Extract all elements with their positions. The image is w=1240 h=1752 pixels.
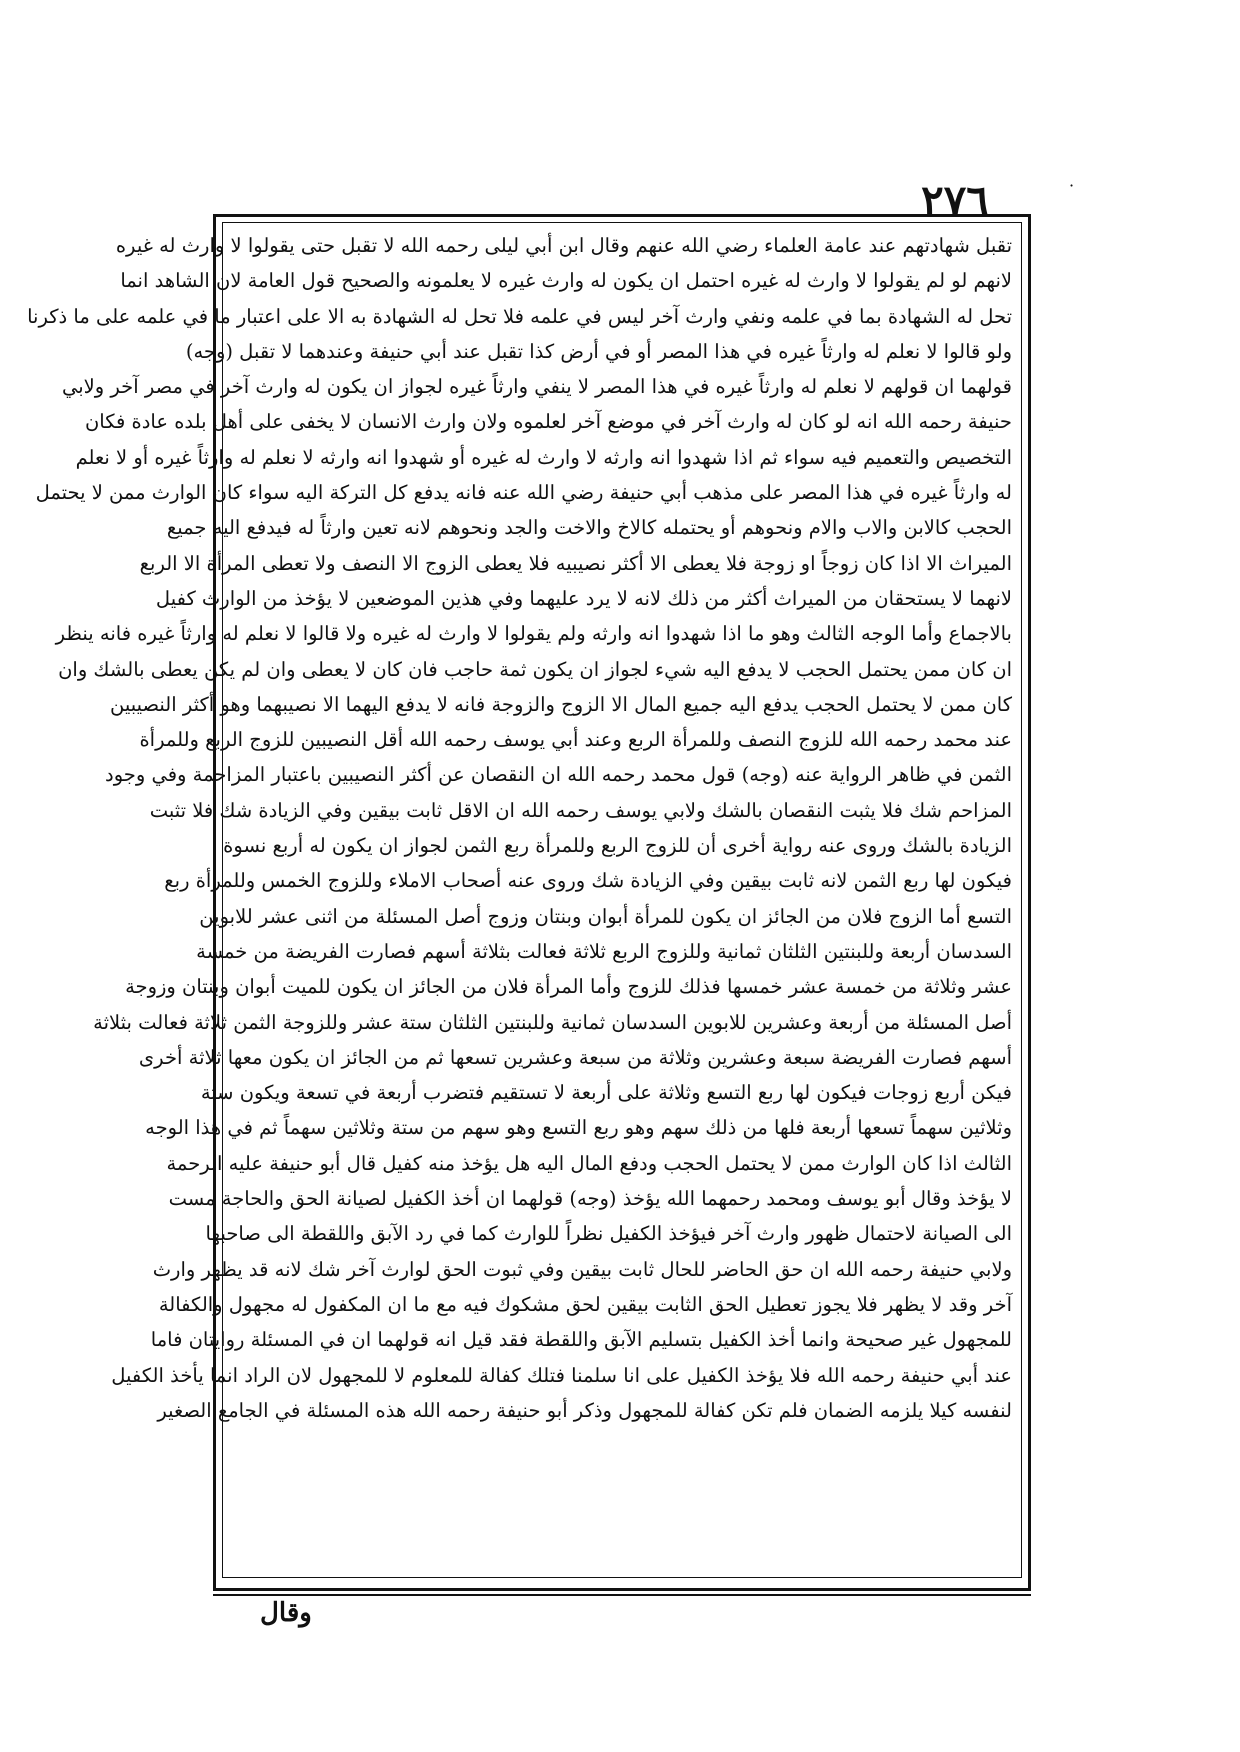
text-line: عند محمد رحمه الله للزوج النصف وللمرأة الربع وعند أبي يوسف رحمه الله أقل النصيبين للزوج الربع وللمرأة bbox=[139, 728, 1012, 752]
text-line: الثمن في ظاهر الرواية عنه (وجه) قول محمد رحمه الله ان النقصان عن أكثر النصيبين باعتبار المزاحمة وفي وجود bbox=[105, 763, 1012, 787]
text-line: آخر وقد لا يظهر فلا يجوز تعطيل الحق الثابت بيقين لحق مشكوك فيه مع ما ان المكفول له مجهول والكفالة bbox=[158, 1292, 1012, 1316]
text-line: الثالث اذا كان الوارث ممن لا يحتمل الحجب ودفع المال اليه هل يؤخذ منه كفيل قال أبو حنيفة عليه الرحمة bbox=[166, 1151, 1012, 1175]
text-line: للمجهول غير صحيحة وانما أخذ الكفيل بتسليم الآبق واللقطة فقد قيل انه قولهما ان في المسئلة روايتان فاما bbox=[150, 1328, 1012, 1352]
text-line: لانهم لو لم يقولوا لا وارث له غيره احتمل ان يكون له وارث غيره لا يعلمونه والصحيح قول العامة لان الشاهد انما bbox=[120, 269, 1012, 293]
text-line: التخصيص والتعميم فيه سواء ثم اذا شهدوا انه وارثه لا وارث له غيره أو شهدوا انه وارثه لا نعلم له وارثاً غيره أو لا نعلم bbox=[75, 445, 1012, 469]
text-line: فيكون لها ربع الثمن لانه ثابت بيقين وفي الزيادة شك وروى عنه أصحاب الاملاء وللزوج الخمس وللمرأة ربع bbox=[164, 869, 1012, 893]
page-number: ٢٧٦ bbox=[921, 176, 989, 225]
text-line: أصل المسئلة من أربعة وعشرين للابوين السدسان ثمانية وللبنتين الثلثان ستة عشر وللزوجة الثمن ثلاثة فعالت بثلاثة bbox=[93, 1010, 1012, 1034]
text-line: عند أبي حنيفة رحمه الله فلا يؤخذ الكفيل على انا سلمنا فتلك كفالة للمعلوم لا للمجهول لان الراد انما يأخذ الكفيل bbox=[111, 1363, 1012, 1387]
text-line: تحل له الشهادة بما في علمه ونفي وارث آخر ليس في علمه فلا تحل له الشهادة به الا على اعتبار ما في علمه على ما ذكرنا bbox=[27, 304, 1012, 328]
text-line: ولابي حنيفة رحمه الله ان حق الحاضر للحال ثابت بيقين وفي ثبوت الحق لوارث آخر شك لانه قد يظهر وارث bbox=[152, 1257, 1012, 1281]
text-line: لنفسه كيلا يلزمه الضمان فلم تكن كفالة للمجهول وذكر أبو حنيفة رحمه الله هذه المسئلة في الجامع الصغير bbox=[157, 1398, 1012, 1422]
bottom-rule bbox=[213, 1594, 1031, 1596]
text-line: الزيادة بالشك وروى عنه رواية أخرى أن للزوج الربع وللمرأة ربع الثمن لجواز ان يكون له أربع نسوة bbox=[223, 834, 1012, 858]
text-line: ان كان ممن يحتمل الحجب لا يدفع اليه شيء لجواز ان يكون ثمة حاجب فان كان لا يعطى وان لم يكن يعطى بالشك وان bbox=[58, 657, 1012, 681]
corner-mark: · bbox=[1069, 176, 1075, 195]
text-line: عشر وثلاثة من خمسة عشر خمسها فذلك للزوج وأما المرأة فلان من الجائز ان يكون للميت أبوان وبنتان وزوجة bbox=[125, 975, 1012, 999]
text-line: الميراث الا اذا كان زوجاً او زوجة فلا يعطى الا أكثر نصيبيه فلا يعطى الزوج الا النصف ولا تعطى المرأة الا الربع bbox=[139, 551, 1012, 575]
catchword: وقال bbox=[260, 1598, 312, 1628]
text-line: كان ممن لا يحتمل الحجب يدفع اليه جميع المال الا الزوج والزوجة فانه لا يدفع اليهما الا نصيبهما وهو أكثر النصيبين bbox=[109, 692, 1012, 716]
text-line: لانهما لا يستحقان من الميراث أكثر من ذلك لانه لا يرد عليهما وفي هذين الموضعين لا يؤخذ من الوارث كفيل bbox=[155, 586, 1012, 610]
text-line: وثلاثين سهماً تسعها أربعة فلها من ذلك سهم وهو ربع التسع وهو سهم من ستة وثلاثين سهماً ثم في هذا الوجه bbox=[145, 1116, 1012, 1140]
text-line: له وارثاً غيره في هذا المصر على مذهب أبي حنيفة رضي الله عنه فانه يدفع كل التركة اليه سواء كان الوارث ممن لا يحتمل bbox=[35, 481, 1012, 505]
text-body bbox=[27, 228, 1012, 1572]
text-line: أسهم فصارت الفريضة سبعة وعشرين وثلاثة من سبعة وعشرين تسعها ثم من الجائز ان يكون معها ثلاثة أخرى bbox=[138, 1045, 1012, 1069]
text-line: قولهما ان قولهم لا نعلم له وارثاً غيره في هذا المصر لا ينفي وارثاً غيره لجواز ان يكون له وارث آخر في مصر آخر ولابي bbox=[62, 375, 1012, 399]
text-line: ولو قالوا لا نعلم له وارثاً غيره في هذا المصر أو في أرض كذا تقبل عند أبي حنيفة وعندهما لا تقبل (وجه) bbox=[185, 339, 1012, 363]
text-line: فيكن أربع زوجات فيكون لها ربع التسع وثلاثة على أربعة لا تستقيم فتضرب أربعة في تسعة ويكون ستة bbox=[200, 1081, 1012, 1105]
text-line: الى الصيانة لاحتمال ظهور وارث آخر فيؤخذ الكفيل نظراً للوارث كما في رد الآبق واللقطة الى صاحبها bbox=[205, 1222, 1012, 1246]
text-line: تقبل شهادتهم عند عامة العلماء رضي الله عنهم وقال ابن أبي ليلى رحمه الله لا تقبل حتى يقولوا لا وارث له غيره bbox=[115, 234, 1012, 257]
text-line: الحجب كالابن والاب والام ونحوهم أو يحتمله كالاخ والاخت والجد ونحوهم لانه تعين وارثاً له فيدفع اليه جميع bbox=[166, 516, 1012, 540]
text-line: لا يؤخذ وقال أبو يوسف ومحمد رحمهما الله يؤخذ (وجه) قولهما ان أخذ الكفيل لصيانة الحق والحاجة مست bbox=[168, 1187, 1012, 1211]
text-line: التسع أما الزوج فلان من الجائز ان يكون للمرأة أبوان وبنتان وزوج أصل المسئلة من اثنى عشر للابوين bbox=[199, 904, 1012, 928]
text-line: بالاجماع وأما الوجه الثالث وهو ما اذا شهدوا انه وارثه ولم يقولوا لا وارث له غيره ولا قالوا لا نعلم له وارثاً غيره فانه ينظر bbox=[55, 622, 1012, 646]
text-line: السدسان أربعة وللبنتين الثلثان ثمانية وللزوج الربع ثلاثة فعالت بثلاثة أسهم فصارت الفريضة من خمسة bbox=[196, 939, 1012, 963]
text-line: حنيفة رحمه الله انه لو كان له وارث آخر في موضع آخر لعلموه ولان وارث الانسان لا يخفى على أهل بلده عادة فكان bbox=[84, 410, 1012, 434]
text-line: المزاحم شك فلا يثبت النقصان بالشك ولابي يوسف رحمه الله ان الاقل ثابت بيقين وفي الزيادة شك فلا تثبت bbox=[149, 798, 1012, 822]
